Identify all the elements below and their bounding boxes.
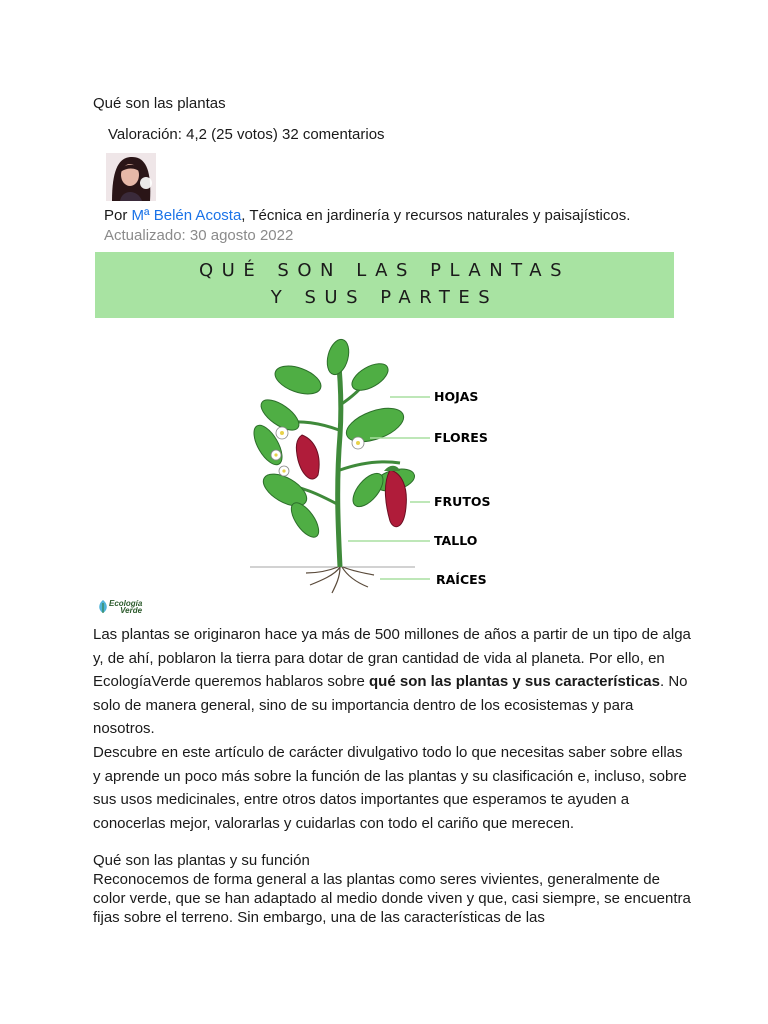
- author-prefix: Por: [104, 207, 132, 224]
- roots: [250, 567, 415, 593]
- label-flores: FLORES: [434, 430, 488, 445]
- title-banner: [95, 252, 674, 318]
- article-title: Qué son las plantas: [93, 95, 226, 112]
- rating-info: Valoración: 4,2 (25 votos) 32 comentarios: [108, 126, 385, 143]
- second-paragraph: Descubre en este artículo de carácter divulgativo todo lo que necesitas saber sobre ellas y aprende un poco más sobre la función de las plantas y su clasificación e, incluso, sobre sus usos medicinales, entre otros datos importantes que esperamos te ayuden a conocerlas mejor, valorarlas y cuidarlas con todo el cariño que merecen.: [93, 744, 687, 832]
- label-frutos: FRUTOS: [434, 494, 491, 509]
- intro-paragraph: [93, 623, 693, 741]
- intro-text-a: Las plantas se originaron hace ya más de 500 millones de años a partir de un tipo de alga y, de ahí, poblaron la tierra para dotar de gran cantidad de vida al planeta. Por ello, en EcologíaVerde queremos hablaros sobre: [93, 626, 691, 690]
- section-heading: Qué son las plantas y su función: [93, 852, 310, 869]
- intro-text-b: . No solo de manera general, sino de su importancia dentro de los ecosistemas y para nosotros.: [93, 673, 688, 737]
- author-avatar: [106, 153, 156, 201]
- logo-line-1: Ecología: [109, 599, 143, 608]
- plant-diagram: [240, 335, 510, 597]
- updated-date: Actualizado: 30 agosto 2022: [104, 227, 294, 244]
- logo-line-2: Verde: [120, 606, 143, 615]
- banner-line-1: QUÉ SON LAS PLANTAS: [198, 260, 571, 281]
- banner-line-2: Y SUS PARTES: [270, 287, 499, 308]
- label-hojas: HOJAS: [434, 389, 479, 404]
- label-tallo: TALLO: [434, 533, 478, 548]
- ecologiaverde-logo: [97, 599, 157, 615]
- author-role: , Técnica en jardinería y recursos naturales y paisajísticos.: [241, 207, 631, 224]
- intro-text-bold: qué son las plantas y sus características: [369, 673, 660, 690]
- author-link[interactable]: Mª Belén Acosta: [131, 207, 242, 224]
- label-raices: RAÍCES: [436, 572, 487, 587]
- section-paragraph: Reconocemos de forma general a las plantas como seres vivientes, generalmente de color verde, que se han adaptado al medio donde viven y que, casi siempre, se encuentra fijas sobre el terreno. Sin embargo, una de las características de las: [93, 871, 691, 926]
- author-line: [104, 207, 630, 224]
